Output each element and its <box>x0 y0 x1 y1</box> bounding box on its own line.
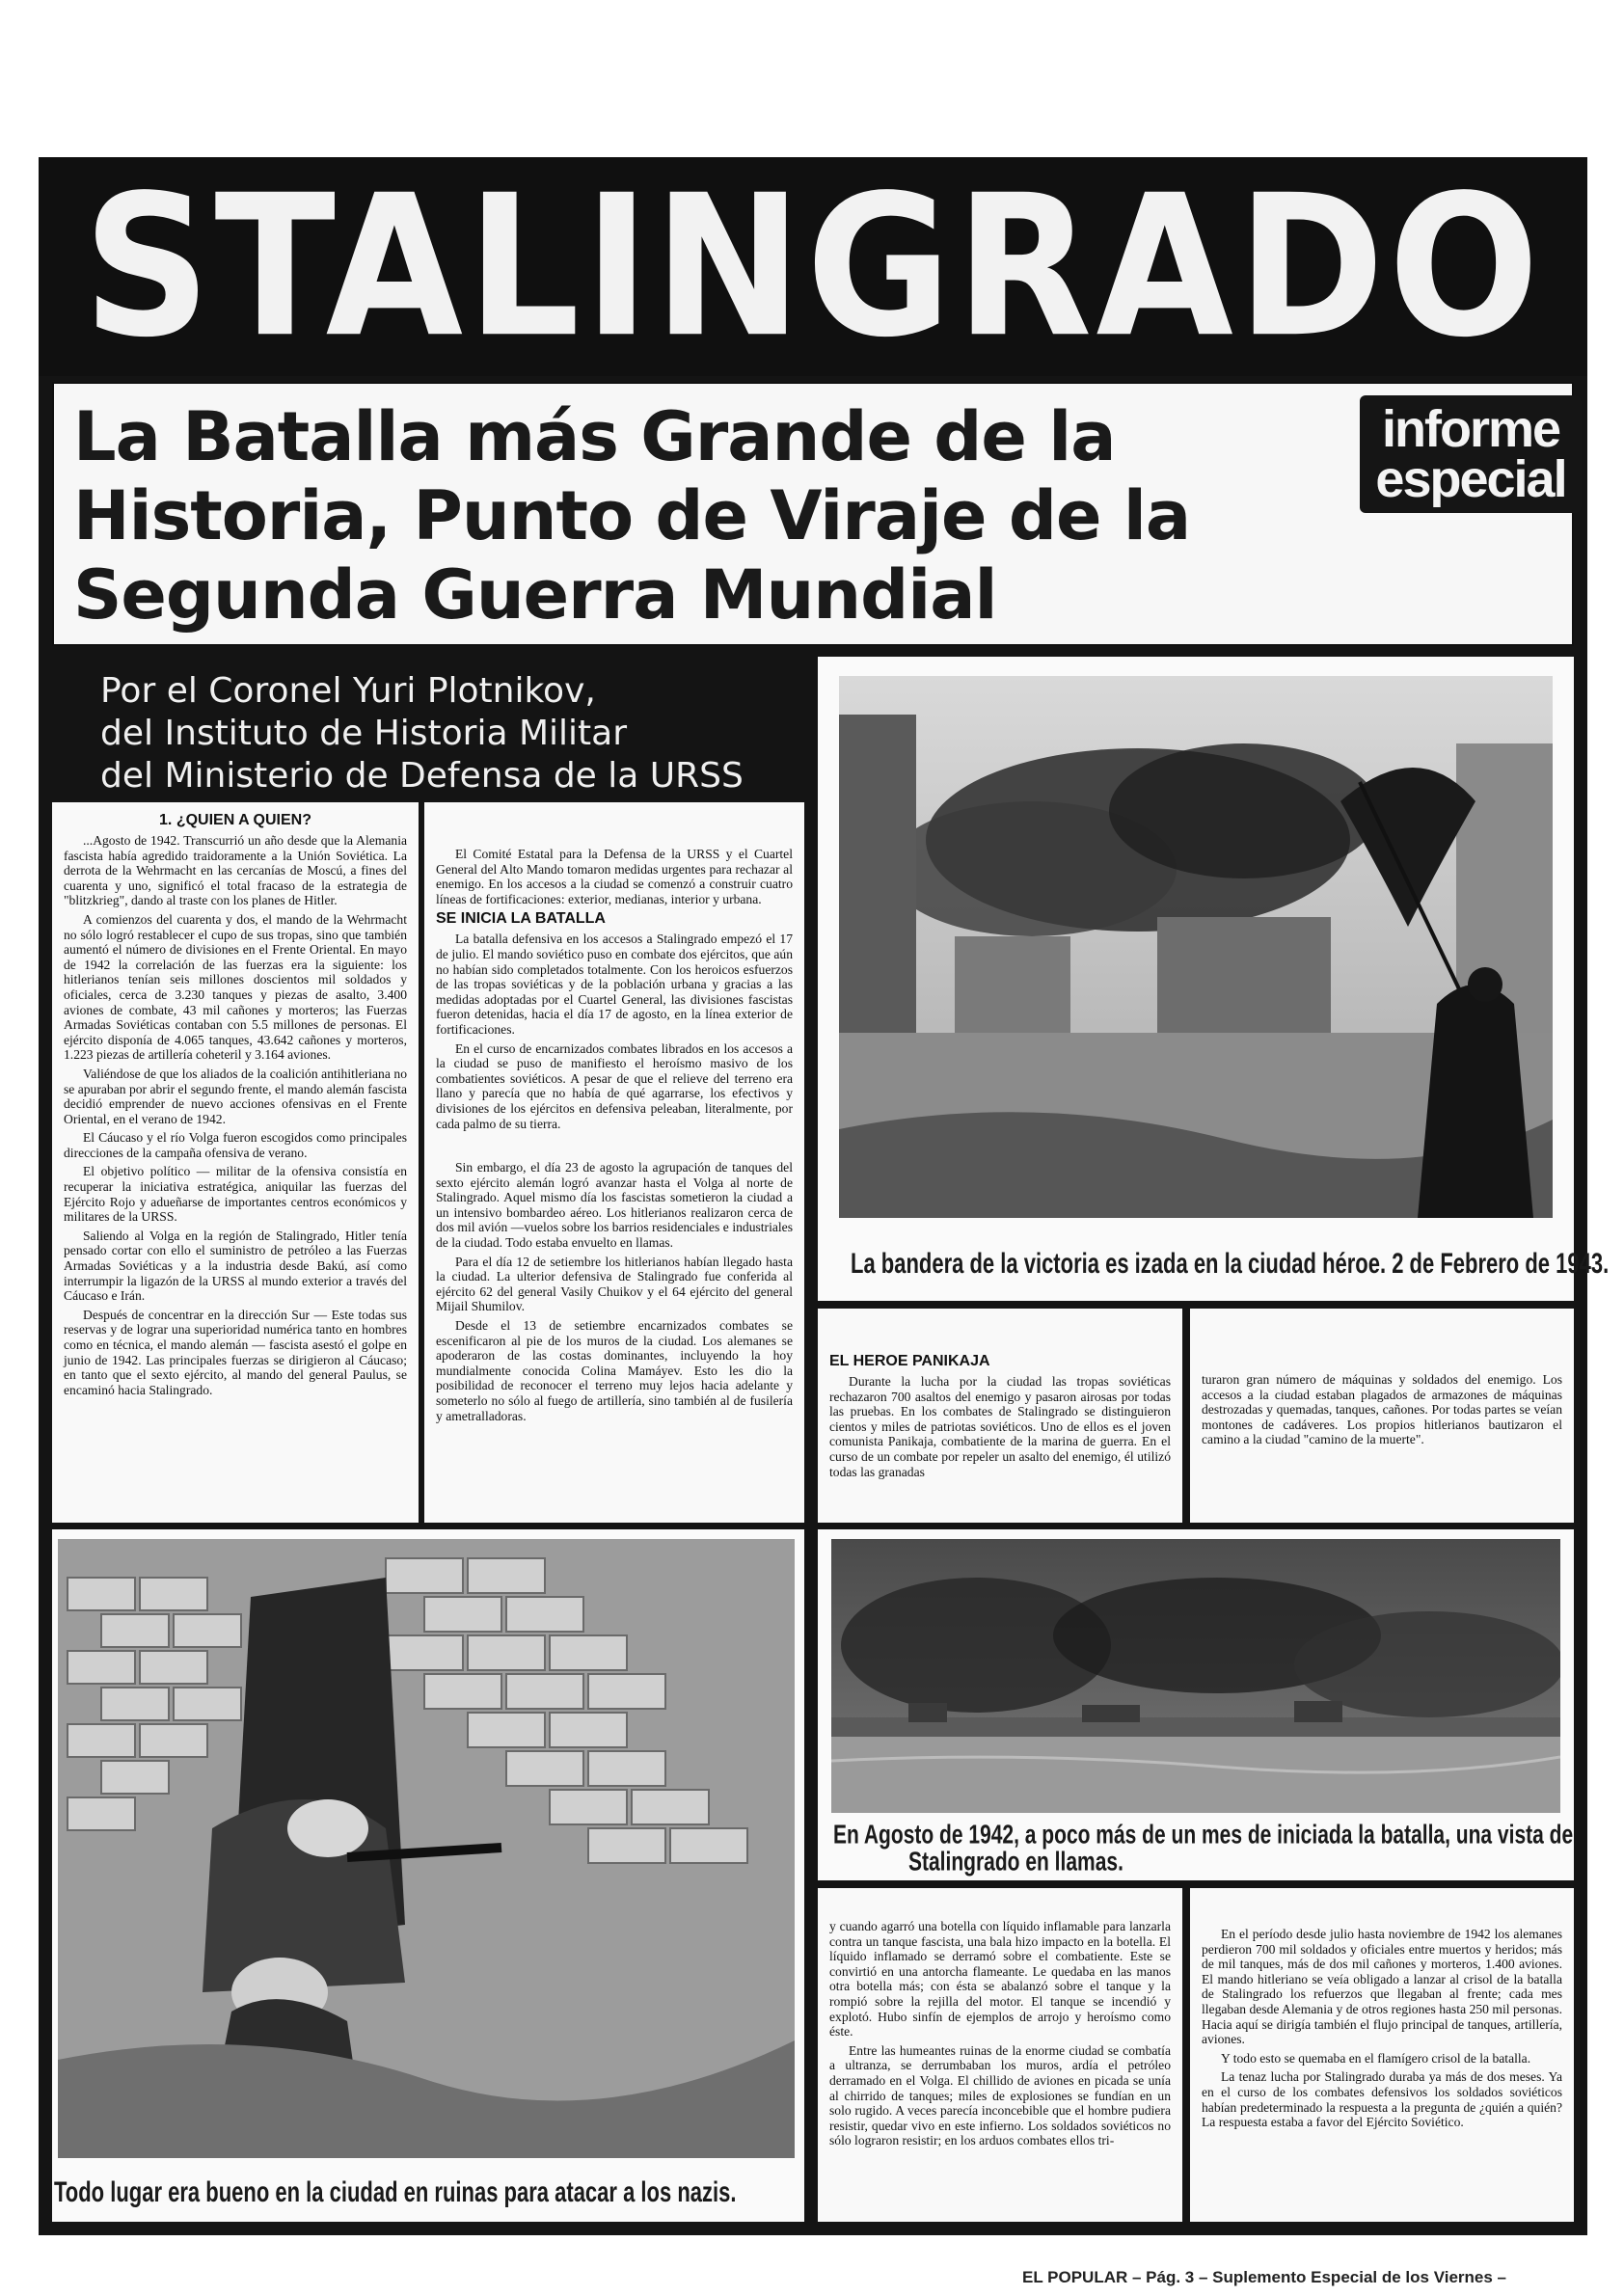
headline-box <box>52 382 1574 646</box>
photo-caption-burning-city-line1: En Agosto de 1942, a poco más de un mes de iniciada la batalla, una vista de <box>833 1821 1574 1850</box>
paragraph: ...Agosto de 1942. Transcurrió un año desde que la Alemania fascista había agredido traidoramente a la Unión Soviética. La derrota de la Wehrmacht en las cercanías de Moscú, a fines del cuarenta y uno, significó el total fracaso de la estrategia de "blitzkrieg", dando al traste con los planes de Hitler. <box>64 833 407 908</box>
paragraph: La batalla defensiva en los accesos a Stalingrado empezó el 17 de julio. El mando soviético puso en combate dos ejércitos, que aún no habían sido completados totalmente. Con los heroicos esfuerzos de las tropas soviéticas y de la población urbana y gracias a las medidas adoptadas por el Cuartel General, las divisiones fascistas fueron detenidas, hacia el día 17 de agosto, en la línea exterior de fortificaciones. <box>436 932 793 1037</box>
article-column-5 <box>1190 1888 1574 2222</box>
badge-line2: especial <box>1375 450 1566 508</box>
byline-line1: Por el Coronel Yuri Plotnikov, <box>100 671 596 711</box>
masthead-title: STALINGRADO <box>82 152 1544 381</box>
paragraph: Entre las humeantes ruinas de la enorme ciudad se combatía a ultranza, se derrumbaban los muros, ardía el petróleo derramado en el Volga. El chillido de aviones en picada se unía al chirrido de tanques; miles de explosiones se fundían en un solo rugido. A veces parecía inconcebible que el hombre pudiera resistir, quedar vivo en este infierno. Los soldados soviéticos no sólo lograron resistir; en los arduos combates ellos tri- <box>829 2042 1171 2148</box>
photo-caption-soldiers: Todo lugar era bueno en la ciudad en ruinas para atacar a los nazis. <box>54 2175 737 2208</box>
headline: La Batalla más Grande de la Historia, Punto de Viraje de la Segunda Guerra Mundial <box>73 397 1191 635</box>
article-column-4 <box>818 1888 1182 2222</box>
soldiers-in-ruins-photo <box>58 1539 795 2158</box>
paragraph: En el curso de encarnizados combates librados en los accesos a la ciudad se puso de manifiesto el heroísmo masivo de los combatientes soviéticos. A pesar de que el relieve del terreno era llano y parecía que no había de qué agarrarse, los efectivos y divisiones de los ejércitos en defensiva peleaban, literalmente, por cada palmo de su tierra. <box>436 1040 793 1131</box>
paragraph: Saliendo al Volga en la región de Stalingrado, Hitler tenía pensado cortar con ello el suministro de petróleo a las Fuerzas Armadas Soviéticas y a la industria desde Bakú, así como interrumpir la ligazón de la URSS al mundo exterior a través del Cáucaso e Irán. <box>64 1228 407 1304</box>
section-heading-se-inicia: SE INICIA LA BATALLA <box>436 910 606 928</box>
paragraph: El Comité Estatal para la Defensa de la URSS y el Cuartel General del Alto Mando tomaron medidas urgentes para rechazar al enemigo. En los accesos a la ciudad se comenzó a construir cuatro líneas de fortificaciones: exterior, medianas, interior y urbana. <box>436 847 793 906</box>
paragraph: Después de concentrar en la dirección Sur — Este todas sus reservas y de lograr una superioridad numérica tanto en hombres como en técnica, el mando alemán — fascista asestó el golpe en junio de 1942. Las principales fuerzas se dirigieron al Cáucaso; en tanto que el sexto ejército, al mando del general Paulus, se encaminó hacia Stalingrado. <box>64 1307 407 1397</box>
paragraph: Sin embargo, el día 23 de agosto la agrupación de tanques del sexto ejército alemán logró avanzar hasta el Volga al norte de Stalingrado. Aquel mismo día los fascistas sometieron la ciudad a un intensivo bombardeo aéreo. Los hitlerianos realizaron cerca de dos mil avión —vuelos sobre los barrios residenciales e industriales de la ciudad. Todo estaba envuelto en llamas. <box>436 1160 793 1251</box>
photo-panel-soldiers <box>52 1529 804 2222</box>
paragraph: Valiéndose de que los aliados de la coalición antihitleriana no se apuraban por abrir el segundo frente, el mando alemán fascista decidió emprender de nuevo acciones ofensivas en el Frente Oriental, en el verano de 1942. <box>64 1066 407 1126</box>
byline-line3: del Ministerio de Defensa de la URSS <box>100 756 744 796</box>
paragraph: turaron gran número de máquinas y soldados del enemigo. Los accesos a la ciudad estaban plagados de armazones de máquinas destrozadas y quemadas, tanques, cañones. Por todas partes se veían montones de cadáveres. Los propios hitlerianos bautizaron el camino a la ciudad "camino de la muerte". <box>1202 1372 1562 1447</box>
paragraph: Durante la lucha por la ciudad las tropas soviéticas rechazaron 700 asaltos del enemigo y pasaron airosas por todas las pruebas. En los combates de Stalingrado se distinguieron cientos y miles de patriotas soviéticos. Uno de ellos es el joven comunista Panikaja, combatiente de la marina de guerra. En el curso de un combate por repeler un asalto del enemigo, él utilizó todas las granadas <box>829 1374 1171 1479</box>
hero-panikaja-box <box>818 1309 1182 1523</box>
byline <box>52 657 810 796</box>
page-footer: EL POPULAR – Pág. 3 – Suplemento Especial de los Viernes – <box>1022 2268 1506 2286</box>
paragraph: La tenaz lucha por Stalingrado duraba ya más de dos meses. Ya en el curso de los combates defensivos los soldados soviéticos habían predeterminado la respuesta a la pregunta de ¿quién a quién? La respuesta estaba a favor del Ejército Soviético. <box>1202 2069 1562 2130</box>
paragraph: En el período desde julio hasta noviembre de 1942 los alemanes perdieron 700 mil soldados y oficiales entre muertos y heridos; más de mil tanques, más de dos mil cañones y morteros, 1.400 aviones. El mando hitleriano se veía obligado a lanzar al crisol de la batalla de Stalingrado los refuerzos que llegaban al frente; cada mes llegaban desde Alemania y de otros regiones hasta 250 mil personas. Hacia aquí se dirigía también el flujo principal de tanques, artillería, aviones. <box>1202 1927 1562 2047</box>
paragraph: A comienzos del cuarenta y dos, el mando de la Wehrmacht no sólo logró restablecer el cupo de sus tropas, sino que también aumentó el número de divisiones en el Frente Oriental. En mayo de 1942 la correlación de las fuerzas era la siguiente: los hitlerianos tenían seis millones doscientos mil soldados y oficiales, cerca de 3.230 tanques y piezas de asalto, 3.400 aviones de combate, 43 mil cañones y morteros; las Fuerzas Armadas Soviéticas contaban con 5.5 millones de personas. El ejército disponía de 4.065 tanques, 43.642 cañones y morteros, 1.223 piezas de artillería coheteril y 3.164 aviones. <box>64 911 407 1063</box>
paragraph: Para el día 12 de setiembre los hitlerianos habían llegado hasta la ciudad. La ulterior defensiva de Stalingrado fue conferida al ejército 62 del general Vasily Chuikov y el 64 ejército del general Mijail Shumilov. <box>436 1254 793 1314</box>
section-heading-heroe-panikaja: EL HEROE PANIKAJA <box>829 1353 990 1369</box>
paragraph: Desde el 13 de setiembre encarnizados combates se escenificaron al pie de los muros de la ciudad. Los alemanes se apoderaron de las costas dominantes, incluyendo la hoy mundialmente conocida Colina Mamáyev. Esto les dio la posibilidad de reconocer el terreno muy lejos hacia adelante y someterlo no sólo al fuego de artillería, sino también al de fusilería y ametralladoras. <box>436 1318 793 1423</box>
masthead <box>39 152 1587 381</box>
paragraph: El objetivo político — militar de la ofensiva consistía en recuperar la iniciativa estratégica, aniquilar las fuerzas del Ejército Rojo y adueñarse de importantes centros económicos y militares de la URSS. <box>64 1164 407 1225</box>
paragraph: y cuando agarró una botella con líquido inflamable para lanzarla contra un tanque fascista, una bala hizo impacto en la botella. El líquido inflamado se derramó sobre el combatiente. Este se convirtió en una antorcha flameante. Le quedaba en las manos otra botella más; con ésta se abalanzó sobre el tanque y la rompió sobre la rejilla del motor. El tanque se incendió y explotó. Hubo sinfín de ejemplos de arrojo y heroísmo como éste. <box>829 1919 1171 2039</box>
badge-line1: informe <box>1381 400 1560 458</box>
section-heading-quien-a-quien: 1. ¿QUIEN A QUIEN? <box>159 812 311 828</box>
burning-city-image <box>831 1539 1560 1813</box>
photo-panel-burning-city <box>818 1529 1574 1880</box>
flag-raising-photo <box>839 676 1553 1218</box>
article-column-2 <box>424 802 804 1523</box>
article-column-1 <box>52 802 419 1523</box>
burning-city-photo <box>831 1539 1560 1813</box>
soldiers-image <box>58 1539 795 2158</box>
article-column-3 <box>1190 1309 1574 1523</box>
photo-caption-flag: La bandera de la victoria es izada en la ciudad héroe. 2 de Febrero de 1943. <box>851 1247 1610 1280</box>
paragraph: El Cáucaso y el río Volga fueron escogidos como principales direcciones de la campaña ofensiva de verano. <box>64 1130 407 1160</box>
flag-raising-image <box>839 676 1553 1218</box>
informe-especial-badge <box>1360 395 1582 513</box>
byline-line2: del Instituto de Historia Militar <box>100 714 628 753</box>
photo-panel-flag <box>818 657 1610 1301</box>
paragraph: Y todo esto se quemaba en el flamígero crisol de la batalla. <box>1221 2050 1531 2066</box>
photo-caption-burning-city-line2: Stalingrado en llamas. <box>908 1848 1123 1877</box>
